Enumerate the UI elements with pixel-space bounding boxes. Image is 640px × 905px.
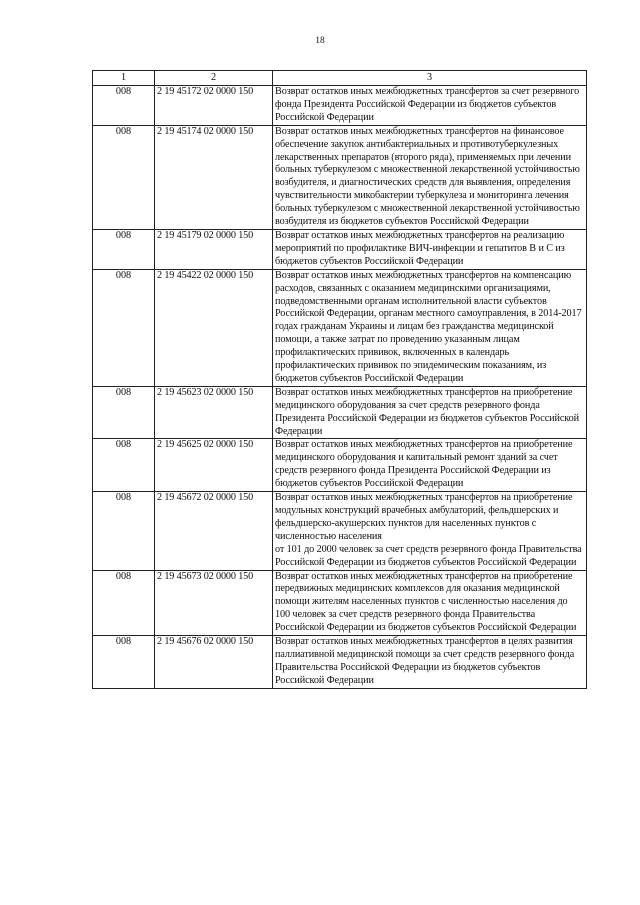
header-row [93, 71, 587, 86]
description-cell: Возврат остатков иных межбюджетных трансфертов на финансовое обеспечение закупок антибактериальных и противотуберкулезных лекарственных препаратов (второго ряда), применяемых при лечении больных туберкулезом с множественной лекарственной устойчивостью возбудителя, и диагностических средств для выявления, определения чувствительности микобактерии туберкулеза и мониторинга лечения больных туберкулезом с множественной лекарственной устойчивостью возбудителя из бюджетов субъектов Российской Федерации [273, 125, 587, 229]
admin-code-cell: 008 [93, 125, 155, 229]
budget-classification-table [92, 70, 587, 689]
budget-code-cell: 2 19 45172 02 0000 150 [155, 86, 273, 126]
admin-code-cell: 008 [93, 570, 155, 636]
admin-code-cell: 008 [93, 86, 155, 126]
budget-code-cell: 2 19 45625 02 0000 150 [155, 439, 273, 492]
table-row [93, 86, 587, 126]
budget-code-cell: 2 19 45179 02 0000 150 [155, 229, 273, 269]
admin-code-cell: 008 [93, 439, 155, 492]
table-header [93, 71, 587, 86]
page-number: 18 [315, 36, 325, 46]
description-cell: Возврат остатков иных межбюджетных трансфертов на реализацию мероприятий по профилактике ВИЧ-инфекции и гепатитов B и C из бюджетов субъектов Российской Федерации [273, 229, 587, 269]
budget-code-cell: 2 19 45623 02 0000 150 [155, 386, 273, 439]
budget-code-cell: 2 19 45673 02 0000 150 [155, 570, 273, 636]
budget-code-cell: 2 19 45676 02 0000 150 [155, 636, 273, 689]
table-row [93, 125, 587, 229]
budget-code-cell: 2 19 45672 02 0000 150 [155, 492, 273, 570]
admin-code-cell: 008 [93, 269, 155, 386]
description-cell: Возврат остатков иных межбюджетных трансфертов на приобретение модульных конструкций врачебных амбулаторий, фельдшерских и фельдшерско-акушерских пунктов для населенных пунктов с численностью населения от 101 до 2000 человек за счет средств резервного фонда Правительства Российской Федерации из бюджетов субъектов Российской Федерации [273, 492, 587, 570]
description-cell: Возврат остатков иных межбюджетных трансфертов на компенсацию расходов, связанных с оказанием медицинскими организациями, подведомственными органам исполнительной власти субъектов Российской Федерации, органам местного самоуправления, в 2014-2017 годах гражданам Украины и лицам без гражданства медицинской помощи, а также затрат по проведению указанным лицам профилактических прививок, включенных в календарь профилактических прививок по эпидемическим показаниям, из бюджетов субъектов Российской Федерации [273, 269, 587, 386]
budget-code-cell: 2 19 45422 02 0000 150 [155, 269, 273, 386]
budget-code-cell: 2 19 45174 02 0000 150 [155, 125, 273, 229]
header-col-1: 1 [93, 71, 155, 86]
table-row [93, 570, 587, 636]
table-row [93, 636, 587, 689]
table-body [93, 86, 587, 689]
table-row [93, 439, 587, 492]
description-cell: Возврат остатков иных межбюджетных трансфертов в целях развития паллиативной медицинской помощи за счет средств резервного фонда Правительства Российской Федерации из бюджетов субъектов Российской Федерации [273, 636, 587, 689]
description-cell: Возврат остатков иных межбюджетных трансфертов на приобретение передвижных медицинских комплексов для оказания медицинской помощи жителям населенных пунктов с численностью населения до 100 человек за счет средств резервного фонда Правительства Российской Федерации из бюджетов субъектов Российской Федерации [273, 570, 587, 636]
admin-code-cell: 008 [93, 492, 155, 570]
header-col-3: 3 [273, 71, 587, 86]
table-row [93, 386, 587, 439]
description-cell: Возврат остатков иных межбюджетных трансфертов на приобретение медицинского оборудования и капитальный ремонт зданий за счет средств резервного фонда Президента Российской Федерации из бюджетов субъектов Российской Федерации [273, 439, 587, 492]
admin-code-cell: 008 [93, 386, 155, 439]
description-cell: Возврат остатков иных межбюджетных трансфертов за счет резервного фонда Президента Российской Федерации из бюджетов субъектов Российской Федерации [273, 86, 587, 126]
table-row [93, 269, 587, 386]
header-col-2: 2 [155, 71, 273, 86]
description-cell: Возврат остатков иных межбюджетных трансфертов на приобретение медицинского оборудования за счет средств резервного фонда Президента Российской Федерации из бюджетов субъектов Российской Федерации [273, 386, 587, 439]
admin-code-cell: 008 [93, 229, 155, 269]
admin-code-cell: 008 [93, 636, 155, 689]
table-row [93, 492, 587, 570]
table-row [93, 229, 587, 269]
